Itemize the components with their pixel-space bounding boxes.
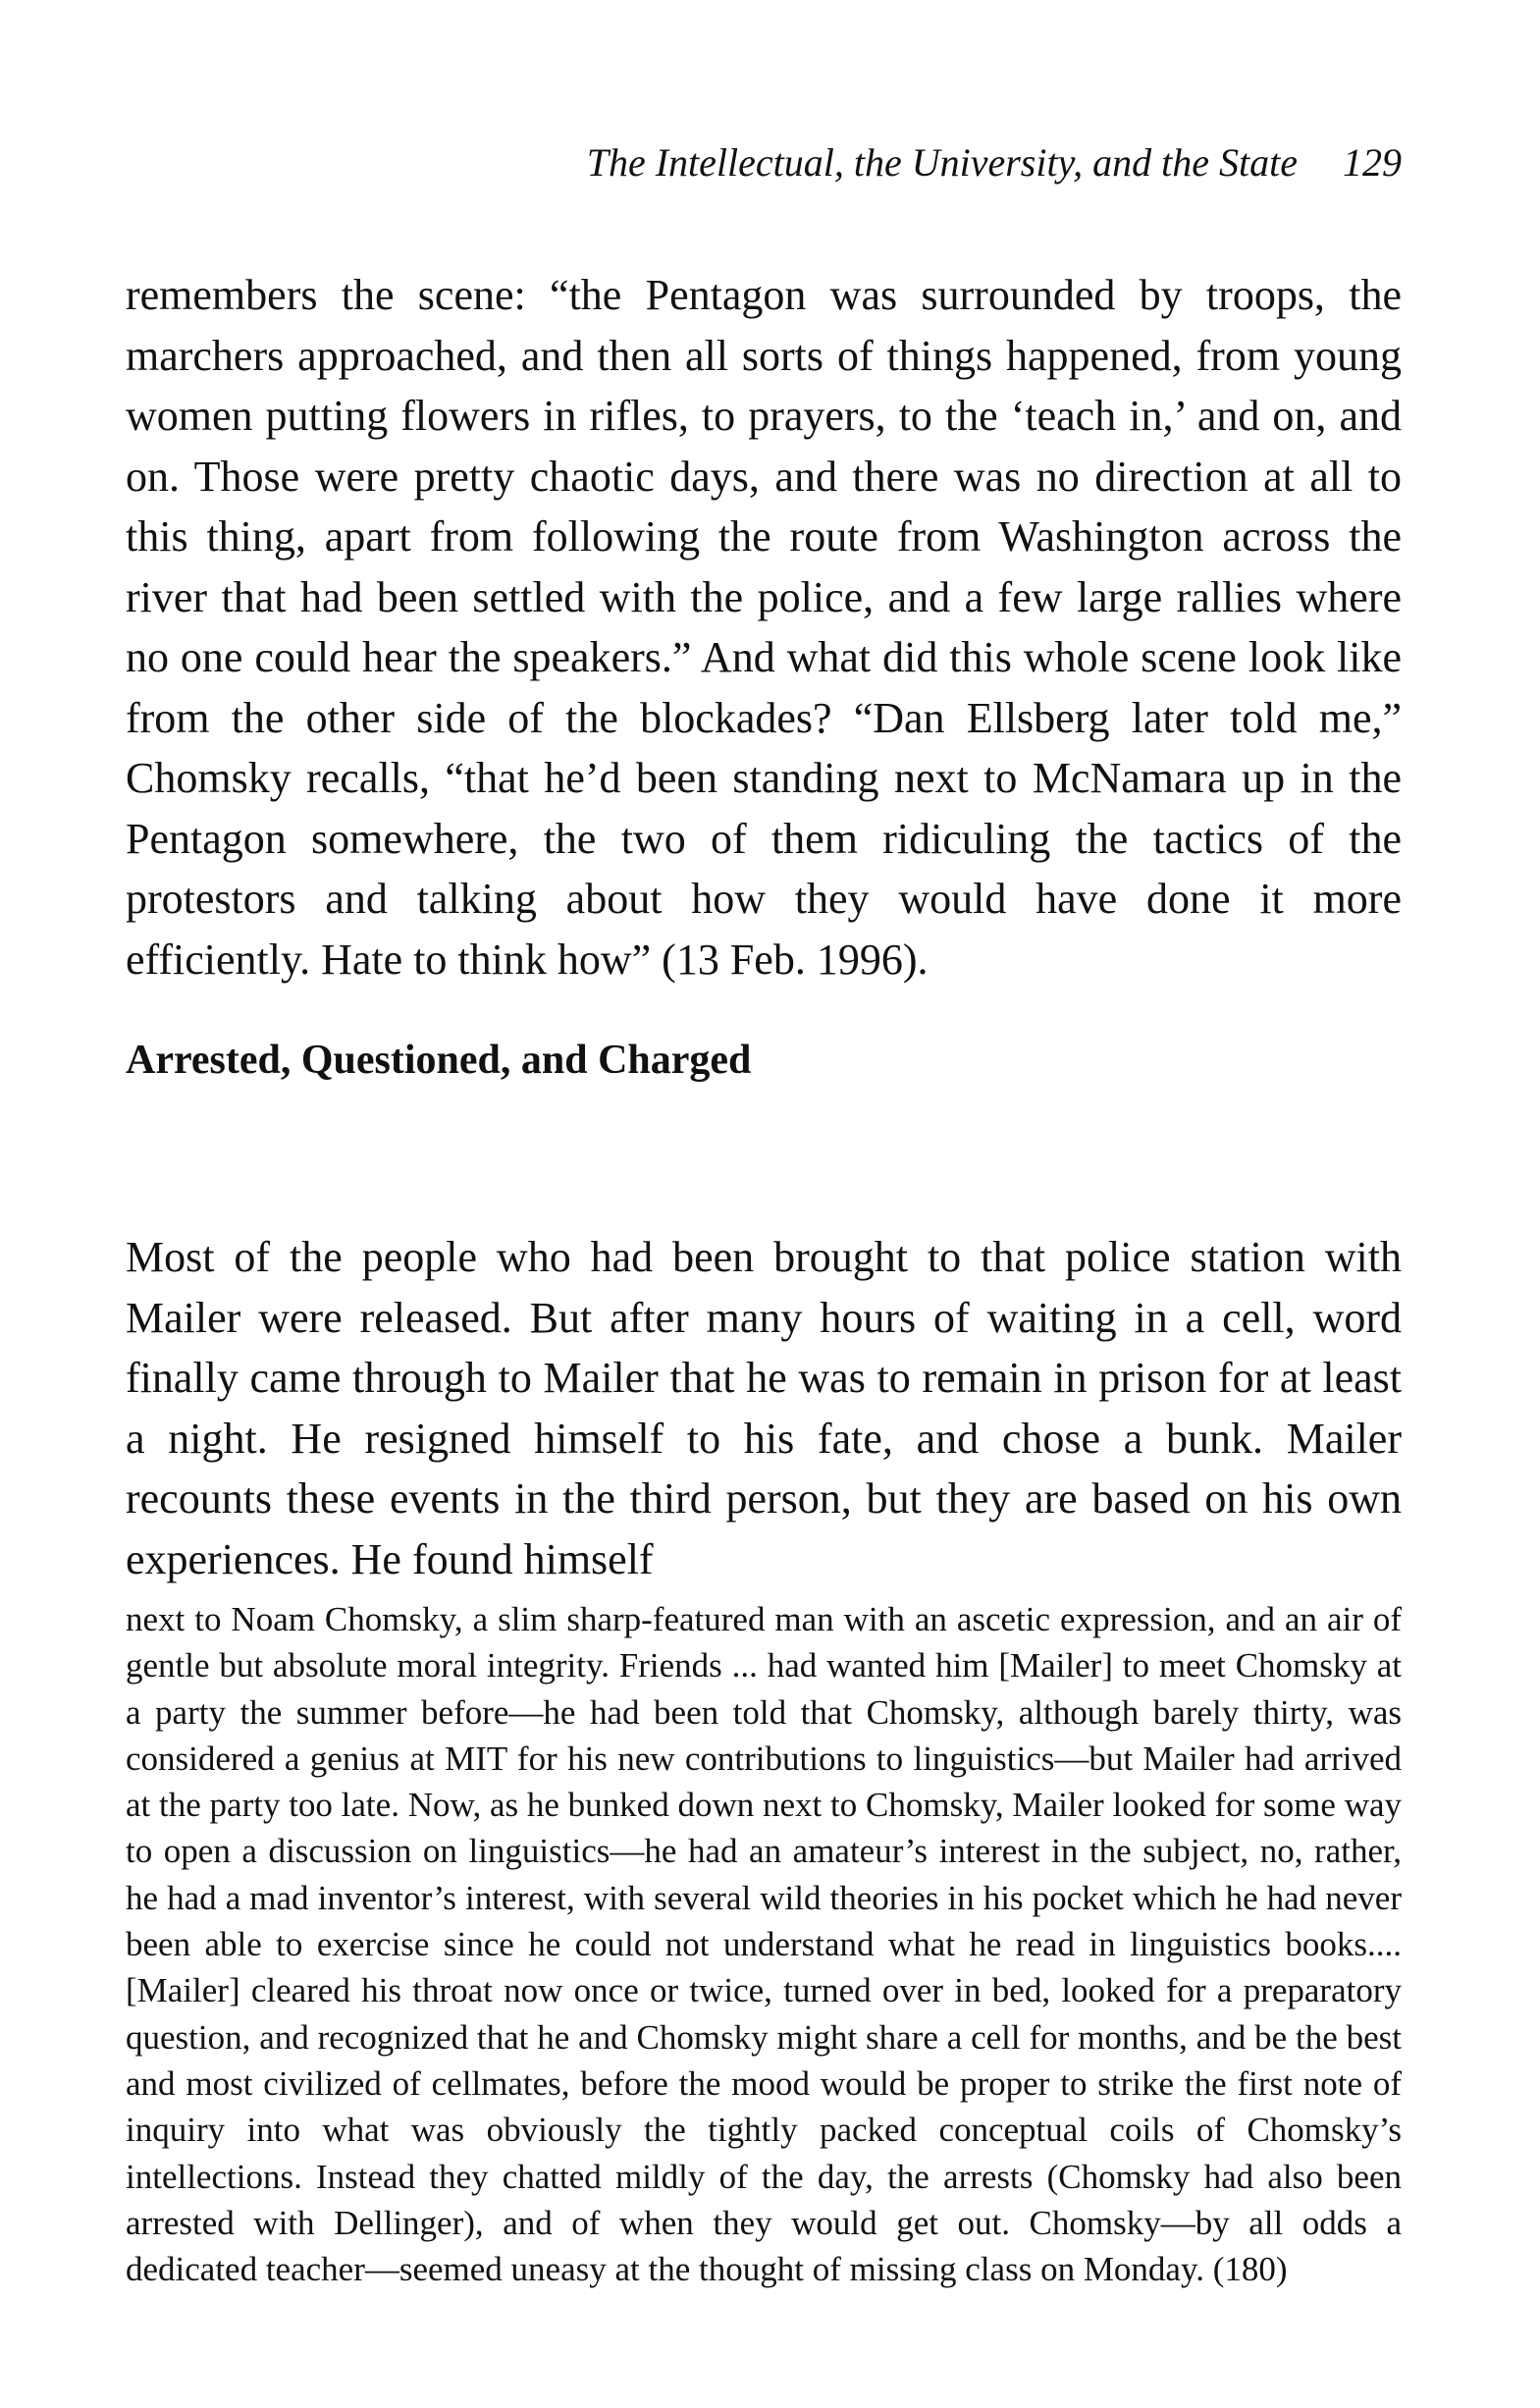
- body-paragraph-2: Most of the people who had been brought to that police station with Mailer were released. But after many hours of waiting in a cell, word finally came through to Mailer that he was to remain in prison for at least a night. He resigned himself to his fate, and chose a bunk. Mailer recounts these events in the third person, but they are based on his own experiences. He found himself: [126, 1233, 1402, 1583]
- running-head: [126, 137, 1402, 188]
- block-quote: next to Noam Chomsky, a slim sharp-featured man with an ascetic expression, and an air of gentle but absolute moral integrity. Friends ... had wanted him [Mailer] to meet Chomsky at a party the summer before—he had been told that Chomsky, although barely thirty, was considered a genius at MIT for his new contributions to linguistics—but Mailer had arrived at the party too late. Now, as he bunked down next to Chomsky, Mailer looked for some way to open a discussion on linguistics—he had an amateur’s interest in the subject, no, rather, he had a mad inventor’s interest, with several wild theories in his pocket which he had never been able to exercise since he could not understand what he read in linguistics books.... [Mailer] cleared his throat now once or twice, turned over in bed, looked for a preparatory question, and recognized that he and Chomsky might share a cell for months, and be the best and most civilized of cellmates, before the mood would be proper to strike the first note of inquiry into what was obviously the tightly packed conceptual coils of Chomsky’s intellections. Instead they chatted mildly of the day, the arrests (Chomsky had also been arrested with Dellinger), and of when they would get out. Chomsky—by all odds a dedicated teacher—seemed uneasy at the thought of missing class on Monday. (180): [126, 1600, 1402, 2289]
- body-paragraph-1: remembers the scene: “the Pentagon was surrounded by troops, the marchers approached, and then all sorts of things happened, from young women putting flowers in rifles, to prayers, to the ‘teach in,’ and on, and on. Those were pretty chaotic days, and there was no direction at all to this thing, apart from following the route from Washington across the river that had been settled with the police, and a few large rallies where no one could hear the speakers.” And what did this whole scene look like from the other side of the blockades? “Dan Ellsberg later told me,” Chomsky recalls, “that he’d been standing next to McNamara up in the Pentagon somewhere, the two of them ridiculing the tactics of the protestors and talking about how they would have done it more efficiently. Hate to think how” (13 Feb. 1996).: [126, 271, 1402, 984]
- running-title: The Intellectual, the University, and the State: [586, 140, 1298, 185]
- page-number: 129: [1343, 140, 1402, 185]
- section-heading: Arrested, Questioned, and Charged: [126, 1038, 752, 1083]
